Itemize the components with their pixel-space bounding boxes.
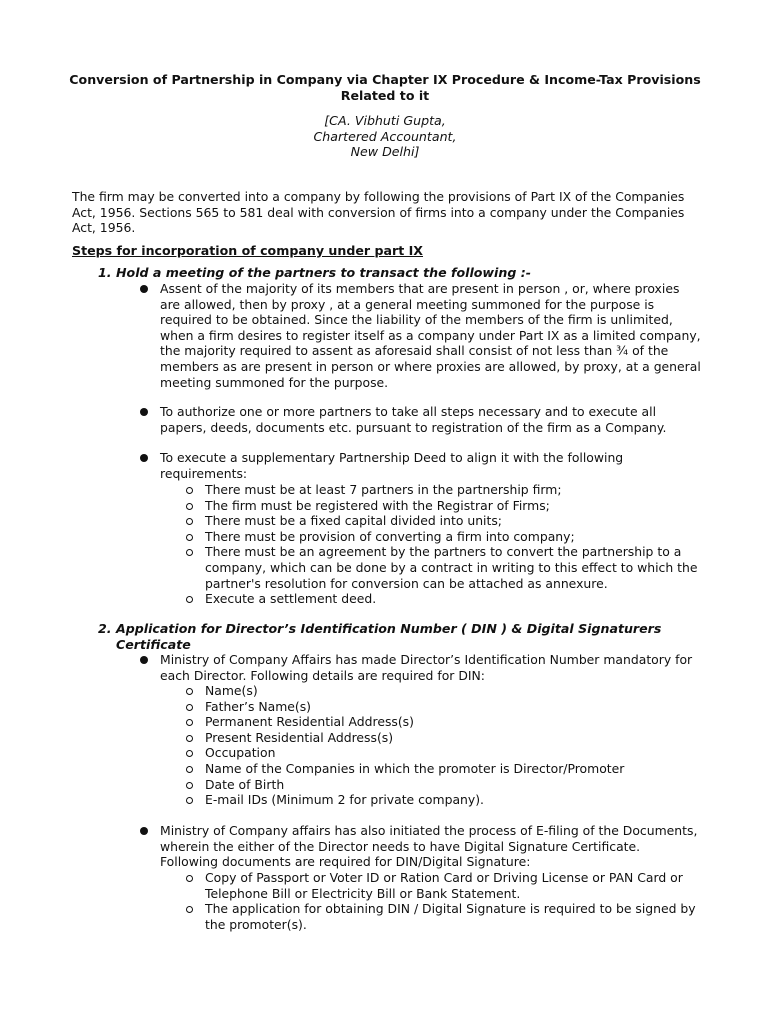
circle-bullet-icon (186, 596, 193, 603)
circle-bullet-icon (186, 719, 193, 726)
circle-bullet-icon (186, 875, 193, 882)
step-1-heading (98, 265, 698, 281)
circle-bullet-icon (186, 704, 193, 711)
circle-bullet-icon (186, 766, 193, 773)
step-1-number: 1. (98, 265, 112, 280)
circle-bullet-icon (186, 906, 193, 913)
author-designation: Chartered Accountant, (313, 128, 457, 144)
requirements-list (186, 482, 702, 607)
bullet-icon (140, 454, 148, 462)
steps-heading: Steps for incorporation of company under part IX (72, 243, 424, 258)
list-item: E-mail IDs (Minimum 2 for private company). (186, 792, 702, 808)
document-title: Conversion of Partnership in Company via Chapter IX Procedure & Income-Tax Provisions Related to it (69, 72, 701, 103)
author-location: New Delhi] (350, 144, 420, 160)
list-item: There must be at least 7 partners in the partnership firm; (186, 482, 702, 498)
bullet-item (140, 281, 702, 390)
step-2-heading (98, 621, 698, 652)
circle-bullet-icon (186, 782, 193, 789)
list-item: Name of the Companies in which the promoter is Director/Promoter (186, 761, 702, 777)
bullet-text: Ministry of Company affairs has also initiated the process of E-filing of the Documents, wherein the either of the Director needs to have Digital Signature Certificate. Following documents are required for DIN/Digital Signature: (160, 823, 698, 870)
circle-bullet-icon (186, 534, 193, 541)
list-item: There must be an agreement by the partners to convert the partnership to a company, which can be done by a contract in writing to this effect to which the partner's resolution for conversion can be attached as annexure. (186, 544, 702, 591)
bullet-icon (140, 656, 148, 664)
bullet-icon (140, 827, 148, 835)
list-item: There must be provision of converting a firm into company; (186, 529, 702, 545)
circle-bullet-icon (186, 688, 193, 695)
circle-bullet-icon (186, 518, 193, 525)
author-name: [CA. Vibhuti Gupta, (324, 113, 446, 128)
bullet-text: Ministry of Company Affairs has made Director’s Identification Number mandatory for each Director. Following details are required for DIN: (160, 652, 693, 683)
bullet-item (140, 652, 702, 683)
list-item: Execute a settlement deed. (186, 591, 702, 607)
list-item: Father’s Name(s) (186, 699, 702, 715)
circle-bullet-icon (186, 750, 193, 757)
list-item: The application for obtaining DIN / Digital Signature is required to be signed by the promoter(s). (186, 901, 702, 932)
bullet-icon (140, 408, 148, 416)
documents-list (186, 870, 702, 932)
list-item: Present Residential Address(s) (186, 730, 702, 746)
bullet-item (140, 404, 702, 435)
list-item: Date of Birth (186, 777, 702, 793)
list-item: Permanent Residential Address(s) (186, 714, 702, 730)
circle-bullet-icon (186, 549, 193, 556)
bullet-text: To authorize one or more partners to take all steps necessary and to execute all papers, deeds, documents etc. pursuant to registration of the firm as a Company. (160, 404, 667, 435)
list-item: Occupation (186, 745, 702, 761)
author-block (60, 113, 710, 160)
din-details-list (186, 683, 702, 808)
step-2-title-line1: Application for Director’s Identification Number ( DIN ) & Digital Signaturers (116, 621, 662, 636)
intro-paragraph: The firm may be converted into a company by following the provisions of Part IX of the Companies Act, 1956. Sections 565 to 581 deal with conversion of firms into a company under the Companies Act, 1956. (72, 189, 685, 236)
list-item: Copy of Passport or Voter ID or Ration Card or Driving License or PAN Card or Telephone Bill or Electricity Bill or Bank Statement. (186, 870, 702, 901)
circle-bullet-icon (186, 735, 193, 742)
bullet-text: To execute a supplementary Partnership Deed to align it with the following requirements: (160, 450, 624, 481)
bullet-text: Assent of the majority of its members that are present in person , or, where proxies are allowed, then by proxy , at a general meeting summoned for the purpose is required to be obtained. Since the liability of the members of the firm is unlimited, when a firm desires to register itself as a company under Part IX as a limited company, the majority required to assent as aforesaid shall consist of not less than ¾ of the members as are present in person or where proxies are allowed, by proxy, at a general meeting summoned for the purpose. (160, 281, 701, 390)
circle-bullet-icon (186, 503, 193, 510)
list-item: The firm must be registered with the Registrar of Firms; (186, 498, 702, 514)
step-2-title-line2: Certificate (116, 636, 191, 652)
list-item: There must be a fixed capital divided into units; (186, 513, 702, 529)
circle-bullet-icon (186, 797, 193, 804)
bullet-icon (140, 285, 148, 293)
step-1-title: Hold a meeting of the partners to transact the following :- (116, 265, 531, 280)
list-item: Name(s) (186, 683, 702, 699)
bullet-item (140, 823, 702, 870)
bullet-item (140, 450, 702, 481)
step-2-number: 2. (98, 621, 112, 636)
circle-bullet-icon (186, 487, 193, 494)
